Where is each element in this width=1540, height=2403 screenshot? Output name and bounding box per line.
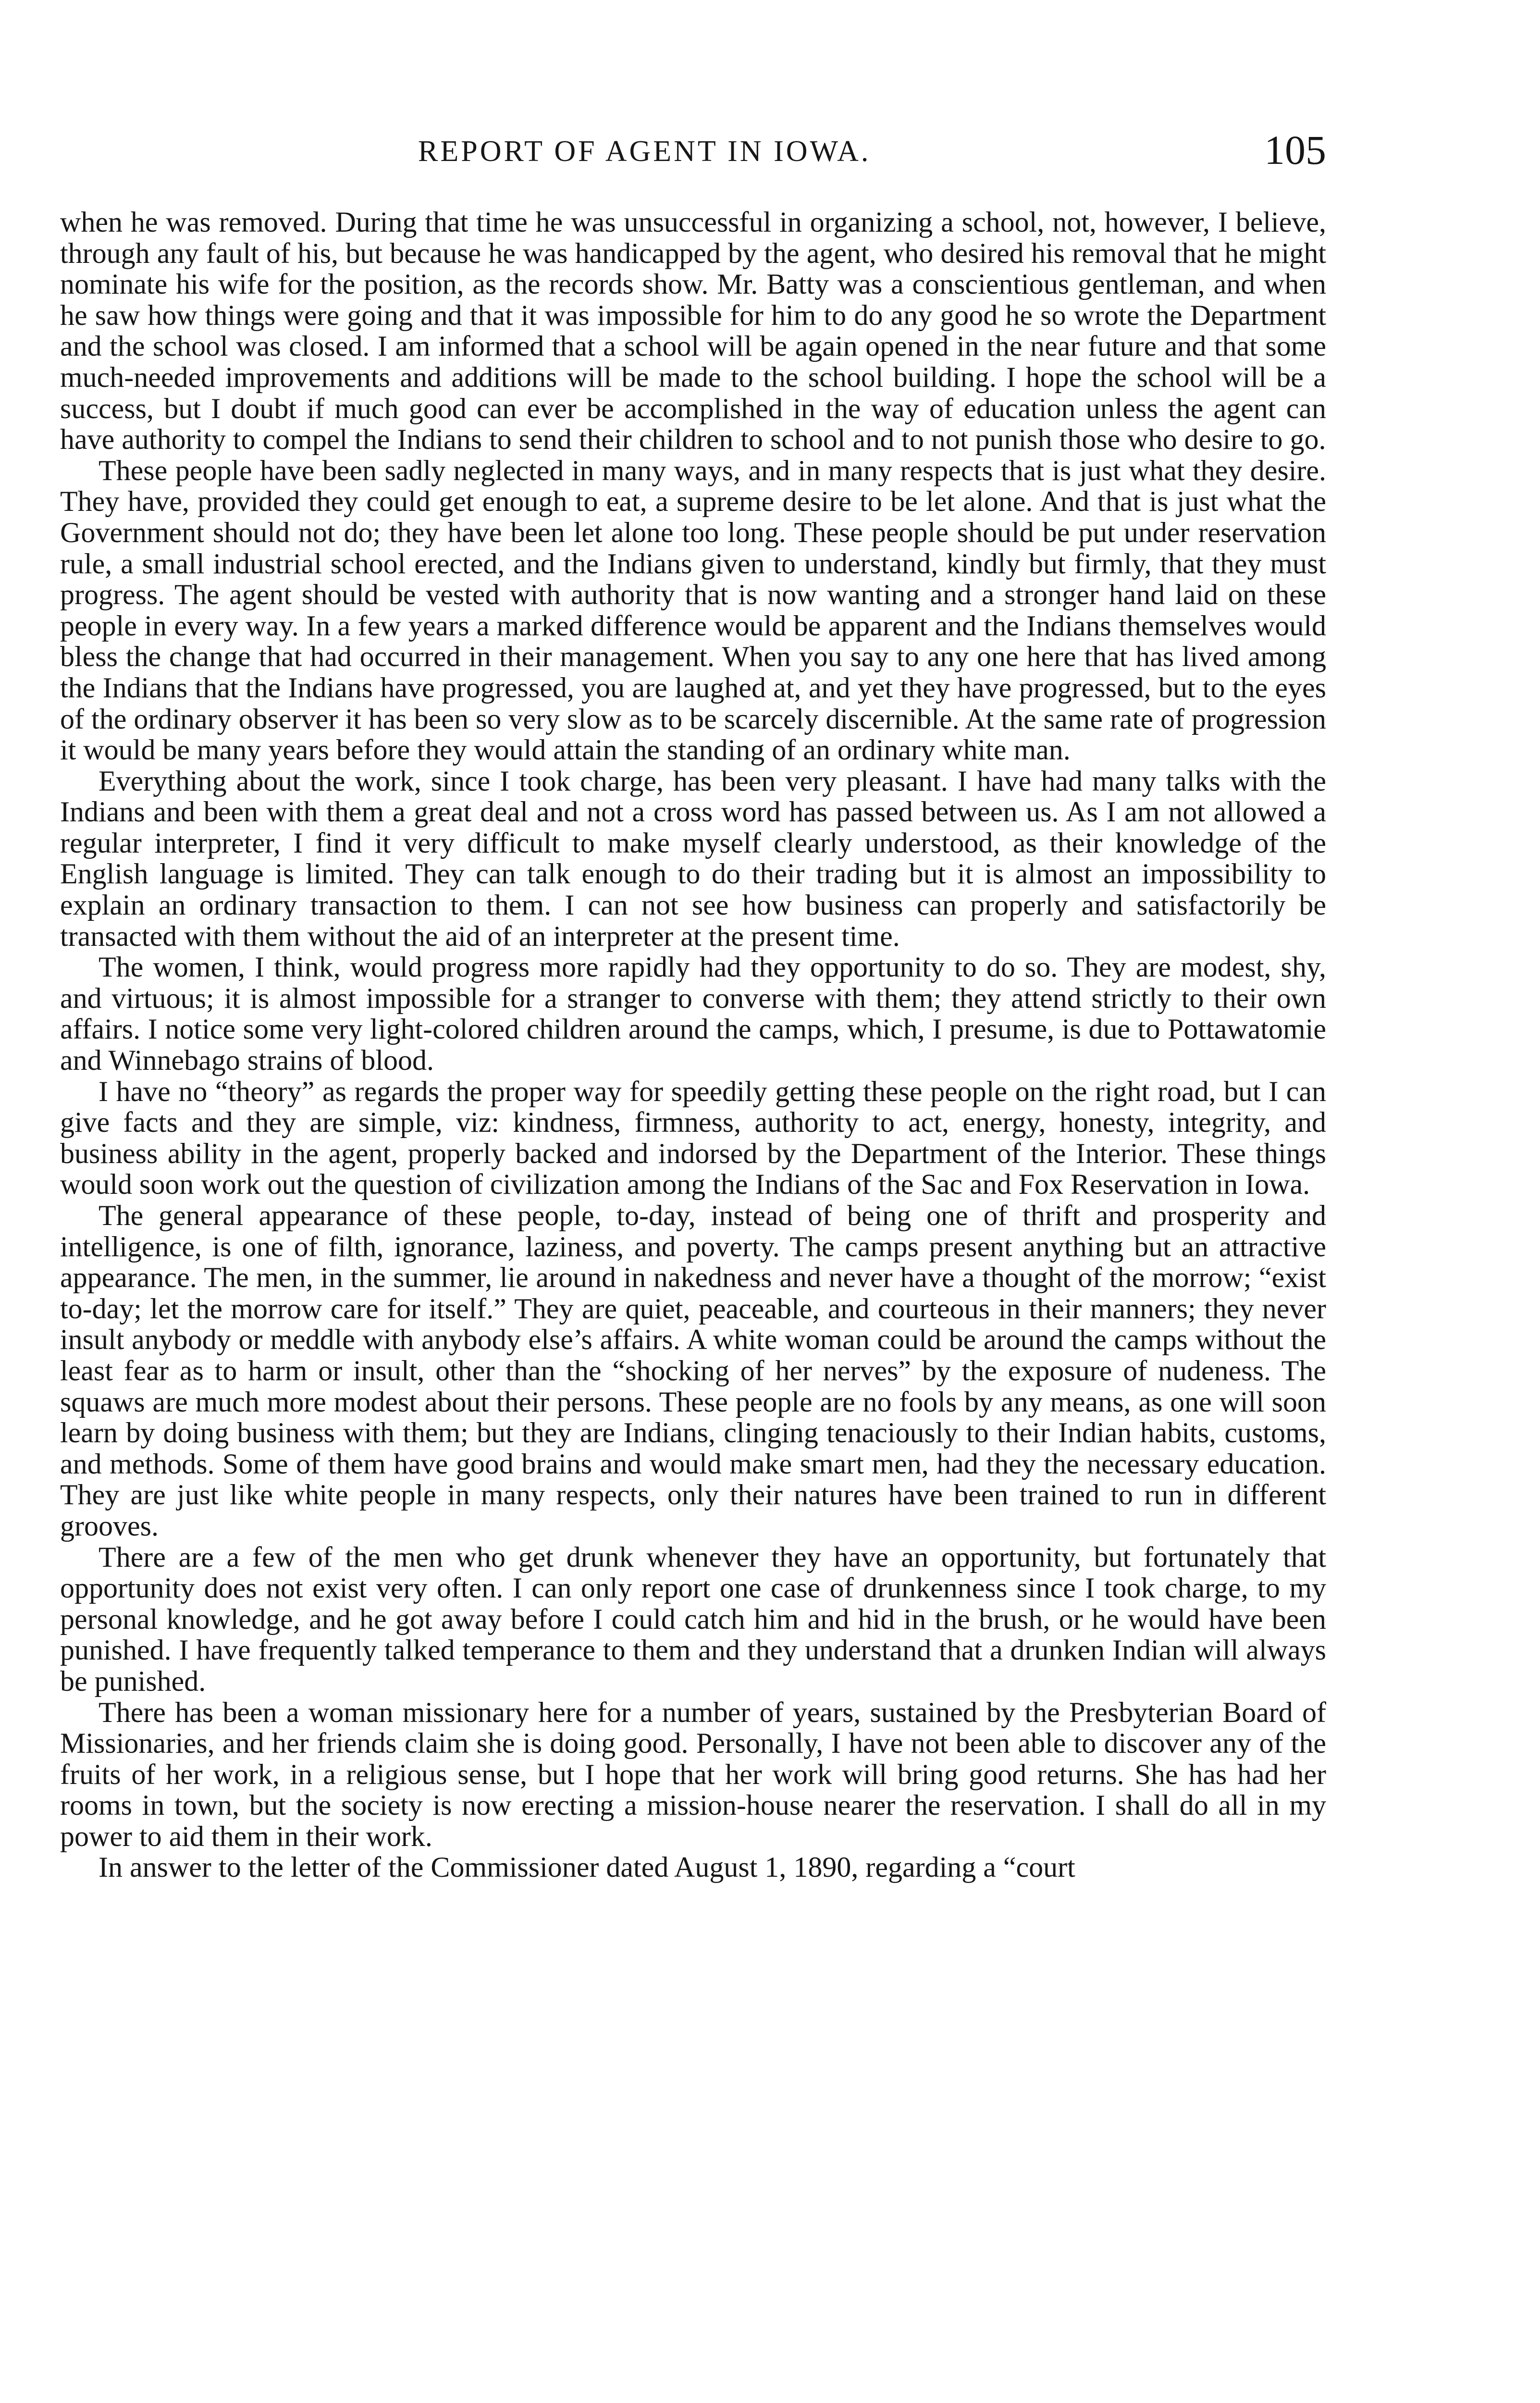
body-text (60, 207, 1326, 1883)
page-number: 105 (1264, 127, 1326, 173)
paragraph-3: Everything about the work, since I took charge, has been very pleasant. I have had many talks with the Indians and been with them a great deal and not a cross word has passed between us. As I am not allowed a regular interpreter, I find it very difficult to make myself clearly understood, as their knowledge of the English language is limited. They can talk enough to do their trading but it is almost an impossibility to explain an ordinary transaction to them. I can not see how business can properly and satisfactorily be transacted with them without the aid of an interpreter at the present time. (60, 765, 1326, 952)
paragraph-2: These people have been sadly neglected in many ways, and in many respects that is just what they desire. They have, provided they could get enough to eat, a supreme desire to be let alone. And that is just what the Government should not do; they have been let alone too long. These people should be put under reservation rule, a small industrial school erected, and the Indians given to understand, kindly but firmly, that they must progress. The agent should be vested with authority that is now wanting and a stronger hand laid on these people in every way. In a few years a marked difference would be apparent and the Indians themselves would bless the change that had occurred in their management. When you say to any one here that has lived among the Indians that the Indians have progressed, you are laughed at, and yet they have progressed, but to the eyes of the ordinary observer it has been so very slow as to be scarcely discernible. At the same rate of progression it would be many years before they would attain the standing of an ordinary white man. (60, 454, 1326, 766)
paragraph-4: The women, I think, would progress more rapidly had they opportunity to do so. They are modest, shy, and virtuous; it is almost impossible for a stranger to converse with them; they attend strictly to their own affairs. I notice some very light-colored children around the camps, which, I presume, is due to Pottawatomie and Winnebago strains of blood. (60, 951, 1326, 1077)
page-header (60, 126, 1338, 179)
paragraph-9: In answer to the letter of the Commissioner dated August 1, 1890, regarding a “court (99, 1851, 1075, 1883)
paragraph-1: when he was removed. During that time he was unsuccessful in organizing a school, not, however, I believe, through any fault of his, but because he was handicapped by the agent, who desired his removal that he might nominate his wife for the position, as the records show. Mr. Batty was a conscientious gentleman, and when he saw how things were going and that it was impossible for him to do any good he so wrote the Department and the school was closed. I am informed that a school will be again opened in the near future and that some much-needed improvements and additions will be made to the school building. I hope the school will be a success, but I doubt if much good can ever be accomplished in the way of education unless the agent can have authority to compel the Indians to send their children to school and to not punish those who desire to go. (60, 206, 1326, 456)
paragraph-6: The general appearance of these people, to-day, instead of being one of thrift and prosperity and intelligence, is one of filth, ignorance, laziness, and poverty. The camps present anything but an attractive appearance. The men, in the summer, lie around in nakedness and never have a thought of the morrow; “exist to-day; let the morrow care for itself.” They are quiet, peaceable, and courteous in their manners; they never insult anybody or meddle with anybody else’s affairs. A white woman could be around the camps without the least fear as to harm or insult, other than the “shocking of her nerves” by the exposure of nudeness. The squaws are much more modest about their persons. These people are no fools by any means, as one will soon learn by doing business with them; but they are Indians, clinging tenaciously to their Indian habits, customs, and methods. Some of them have good brains and would make smart men, had they the necessary education. They are just like white people in many respects, only their natures have been trained to run in different grooves. (60, 1200, 1326, 1542)
paragraph-8: There has been a woman missionary here for a number of years, sustained by the Presbyterian Board of Missionaries, and her friends claim she is doing good. Personally, I have not been able to discover any of the fruits of her work, in a religious sense, but I hope that her work will bring good returns. She has had her rooms in town, but the society is now erecting a mission-house nearer the reservation. I shall do all in my power to aid them in their work. (60, 1696, 1326, 1852)
paragraph-7: There are a few of the men who get drunk whenever they have an opportunity, but fortunately that opportunity does not exist very often. I can only report one case of drunkenness since I took charge, to my personal knowledge, and he got away before I could catch him and hid in the brush, or he would have been punished. I have frequently talked temperance to them and they understand that a drunken Indian will always be punished. (60, 1541, 1326, 1697)
paragraph-5: I have no “theory” as regards the proper way for speedily getting these people on the right road, but I can give facts and they are simple, viz: kindness, firmness, authority to act, energy, honesty, integrity, and business ability in the agent, properly backed and indorsed by the Department of the Interior. These things would soon work out the question of civilization among the Indians of the Sac and Fox Reservation in Iowa. (60, 1075, 1326, 1201)
running-head: REPORT OF AGENT IN IOWA. (418, 135, 871, 168)
